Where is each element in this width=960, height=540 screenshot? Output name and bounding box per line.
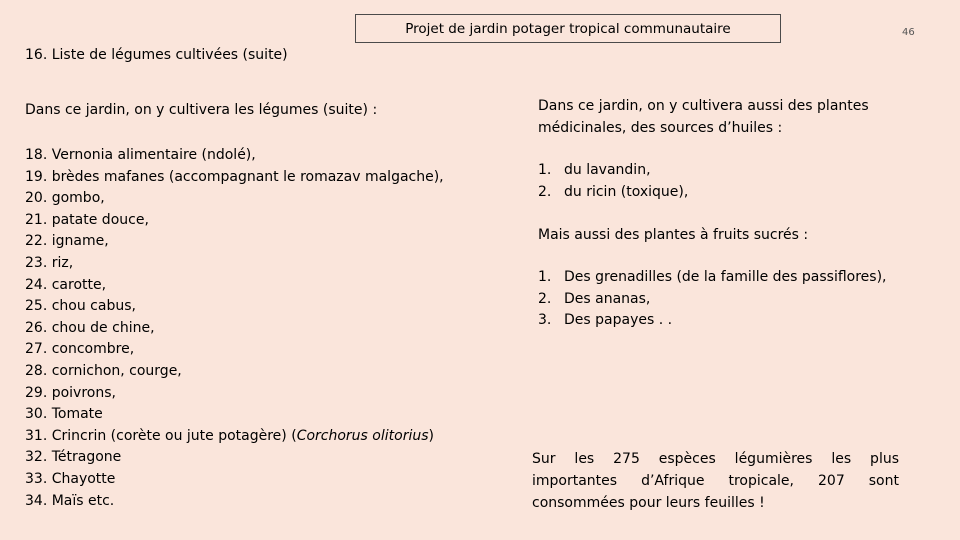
section-heading: 16. Liste de légumes cultivées (suite) [25, 47, 288, 63]
left-intro: Dans ce jardin, on y cultivera les légumes (suite) : [25, 102, 378, 118]
vegetable-list [25, 145, 444, 512]
medicinal-list [538, 160, 688, 203]
page-number: 46 [902, 27, 915, 38]
item-text: du lavandin, [564, 162, 651, 178]
item-text: Des ananas, [564, 290, 651, 307]
conclusion-paragraph: Sur les 275 espèces légumières les plus importantes d’Afrique tropicale, 207 sont consommées pour leurs feuilles ! [532, 451, 899, 511]
list-item: 28. cornichon, courge, [25, 362, 182, 379]
item-number: 2. [538, 290, 552, 307]
list-item: 34. Maïs etc. [25, 492, 115, 509]
list-item: 21. patate douce, [25, 211, 149, 228]
fruit-intro: Mais aussi des plantes à fruits sucrés : [538, 227, 809, 243]
list-item: 29. poivrons, [25, 384, 116, 401]
closing-paren: ) [428, 427, 434, 444]
list-item [538, 267, 887, 289]
list-item: 30. Tomate [25, 406, 103, 423]
list-item: 22. igname, [25, 233, 109, 250]
list-item: 20. gombo, [25, 190, 105, 207]
list-item: 24. carotte, [25, 276, 107, 293]
list-item: 18. Vernonia alimentaire (ndolé), [25, 147, 256, 163]
list-item-31 [25, 426, 444, 448]
latin-name: Corchorus olitorius [296, 427, 429, 444]
item-text: Des papayes . . [564, 312, 673, 328]
title-box [355, 14, 781, 43]
list-item [538, 182, 688, 204]
list-item: 32. Tétragone [25, 449, 122, 466]
item-number: 1. [538, 269, 552, 285]
list-item: 26. chou de chine, [25, 319, 155, 336]
list-item: 33. Chayotte [25, 470, 116, 487]
list-item: 27. concombre, [25, 341, 135, 358]
list-item-31-text: 31. Crincrin (corète ou jute potagère) ( [25, 427, 297, 444]
list-item [538, 160, 688, 182]
list-item: 23. riz, [25, 254, 74, 271]
list-item: 25. chou cabus, [25, 298, 136, 315]
item-number: 3. [538, 312, 552, 328]
list-item [538, 289, 887, 311]
item-text: du ricin (toxique), [564, 183, 689, 200]
page-title: Projet de jardin potager tropical communautaire [405, 20, 731, 37]
item-number: 2. [538, 183, 552, 200]
item-text: Des grenadilles (de la famille des passiflores), [564, 269, 887, 285]
medicinal-intro: Dans ce jardin, on y cultivera aussi des plantes médicinales, des sources d’huiles : [538, 98, 869, 136]
list-item [538, 310, 887, 332]
item-number: 1. [538, 162, 552, 178]
fruit-list [538, 267, 887, 332]
list-item: 19. brèdes mafanes (accompagnant le romazav malgache), [25, 168, 444, 185]
